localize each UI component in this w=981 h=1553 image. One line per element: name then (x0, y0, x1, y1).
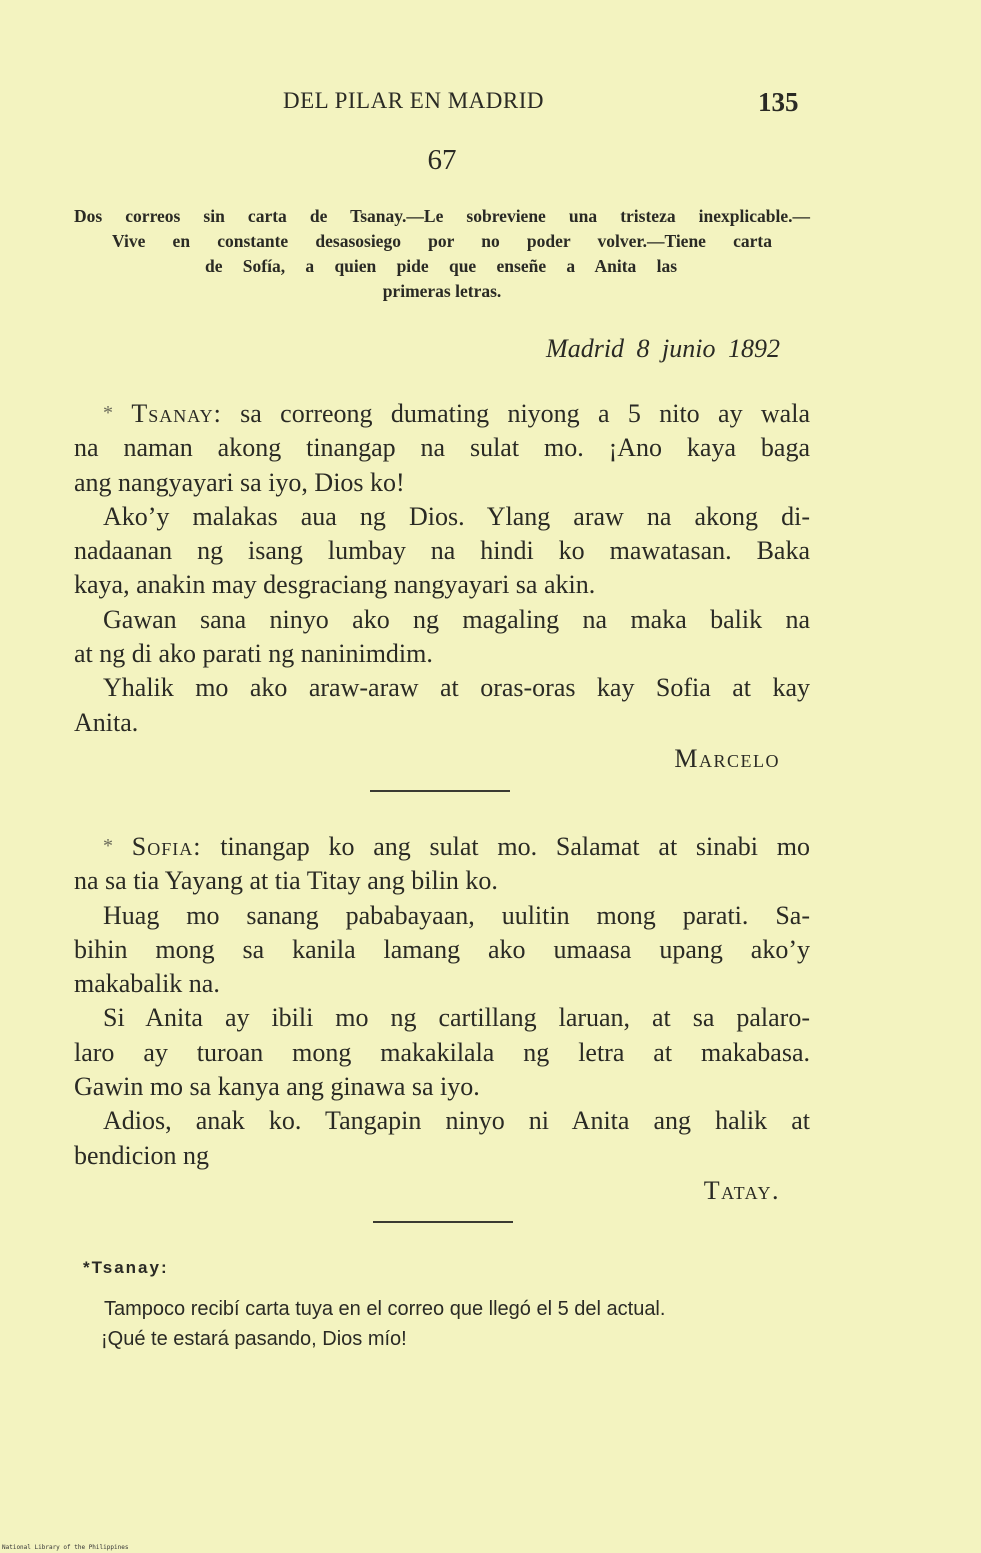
text-line: Gawin mo sa kanya ang ginawa sa iyo. (74, 1072, 480, 1102)
running-title: DEL PILAR EN MADRID (283, 88, 544, 113)
addressee: Sofia: (131, 832, 202, 861)
library-credit: National Library of the Philippines (2, 1544, 129, 1551)
text-line: * Tsanay: sa correong dumating niyong a 5 nito ay wala (103, 399, 810, 428)
section-divider (370, 790, 510, 792)
text-line: ang nangyayari sa iyo, Dios ko! (74, 467, 405, 497)
section-divider (373, 1221, 513, 1223)
signature-tatay: Tatay. (703, 1176, 780, 1205)
text-line: nadaanan ng isang lumbay na hindi ko mawatasan. Baka (74, 536, 810, 566)
summary-line: de Sofía, a quien pide que enseñe a Anita las (205, 256, 677, 276)
text-line: Yhalik mo ako araw-araw at oras-oras kay Sofia at kay (103, 673, 810, 703)
footnote-line: Tampoco recibí carta tuya en el correo que llegó el 5 del actual. (104, 1298, 666, 1320)
text-line: Anita. (74, 707, 139, 737)
text-line: laro ay turoan mong makakilala ng letra at makabasa. (74, 1037, 810, 1067)
text-line: Si Anita ay ibili mo ng cartillang laruan, at sa palaro- (103, 1003, 810, 1033)
footnote-marker: * (103, 402, 113, 424)
text-line: na sa tia Yayang at tia Titay ang bilin ko. (74, 866, 498, 896)
addressee: Tsanay: (131, 399, 222, 428)
summary-line: Dos correos sin carta de Tsanay.—Le sobreviene una tristeza inexplicable.— (74, 206, 810, 226)
footnote-marker: * (103, 835, 113, 857)
text-line: Huag mo sanang pababayaan, uulitin mong parati. Sa- (103, 900, 810, 930)
footnote-translation (101, 1294, 814, 1354)
text-line: na naman akong tinangap na sulat mo. ¡Ano kaya baga (74, 433, 810, 463)
text-line: bendicion ng (74, 1140, 210, 1170)
text-line: bihin mong sa kanila lamang ako umaasa upang ako’y (74, 934, 810, 964)
letter-summary (74, 204, 810, 304)
text-line: at ng di ako parati ng naninimdim. (74, 639, 433, 669)
text-line: kaya, anakin may desgraciang nangyayari sa akin. (74, 570, 596, 600)
summary-line: primeras letras. (382, 281, 502, 301)
footnote-label: *Tsanay: (83, 1258, 169, 1277)
text-line: Gawan sana ninyo ako ng magaling na maka balik na (103, 604, 810, 634)
footnote-line: ¡Qué te estará pasando, Dios mío! (101, 1328, 407, 1350)
text-line: * Sofia: tinangap ko ang sulat mo. Salamat at sinabi mo (103, 832, 811, 861)
text-line: Adios, anak ko. Tangapin ninyo ni Anita ang halik at (103, 1106, 810, 1136)
signature-marcelo: Marcelo (674, 744, 780, 773)
running-head (0, 88, 981, 122)
page-number: 135 (758, 87, 799, 117)
letter-number: 67 (427, 144, 457, 176)
dateline: Madrid 8 junio 1892 (546, 334, 780, 363)
letter-to-tsanay (74, 396, 810, 740)
letter-to-sofia (74, 829, 810, 1173)
summary-line: Vive en constante desasosiego por no poder volver.—Tiene carta (112, 231, 772, 251)
text-line: makabalik na. (74, 969, 220, 999)
text-line: Ako’y malakas aua ng Dios. Ylang araw na akong di- (103, 501, 810, 531)
